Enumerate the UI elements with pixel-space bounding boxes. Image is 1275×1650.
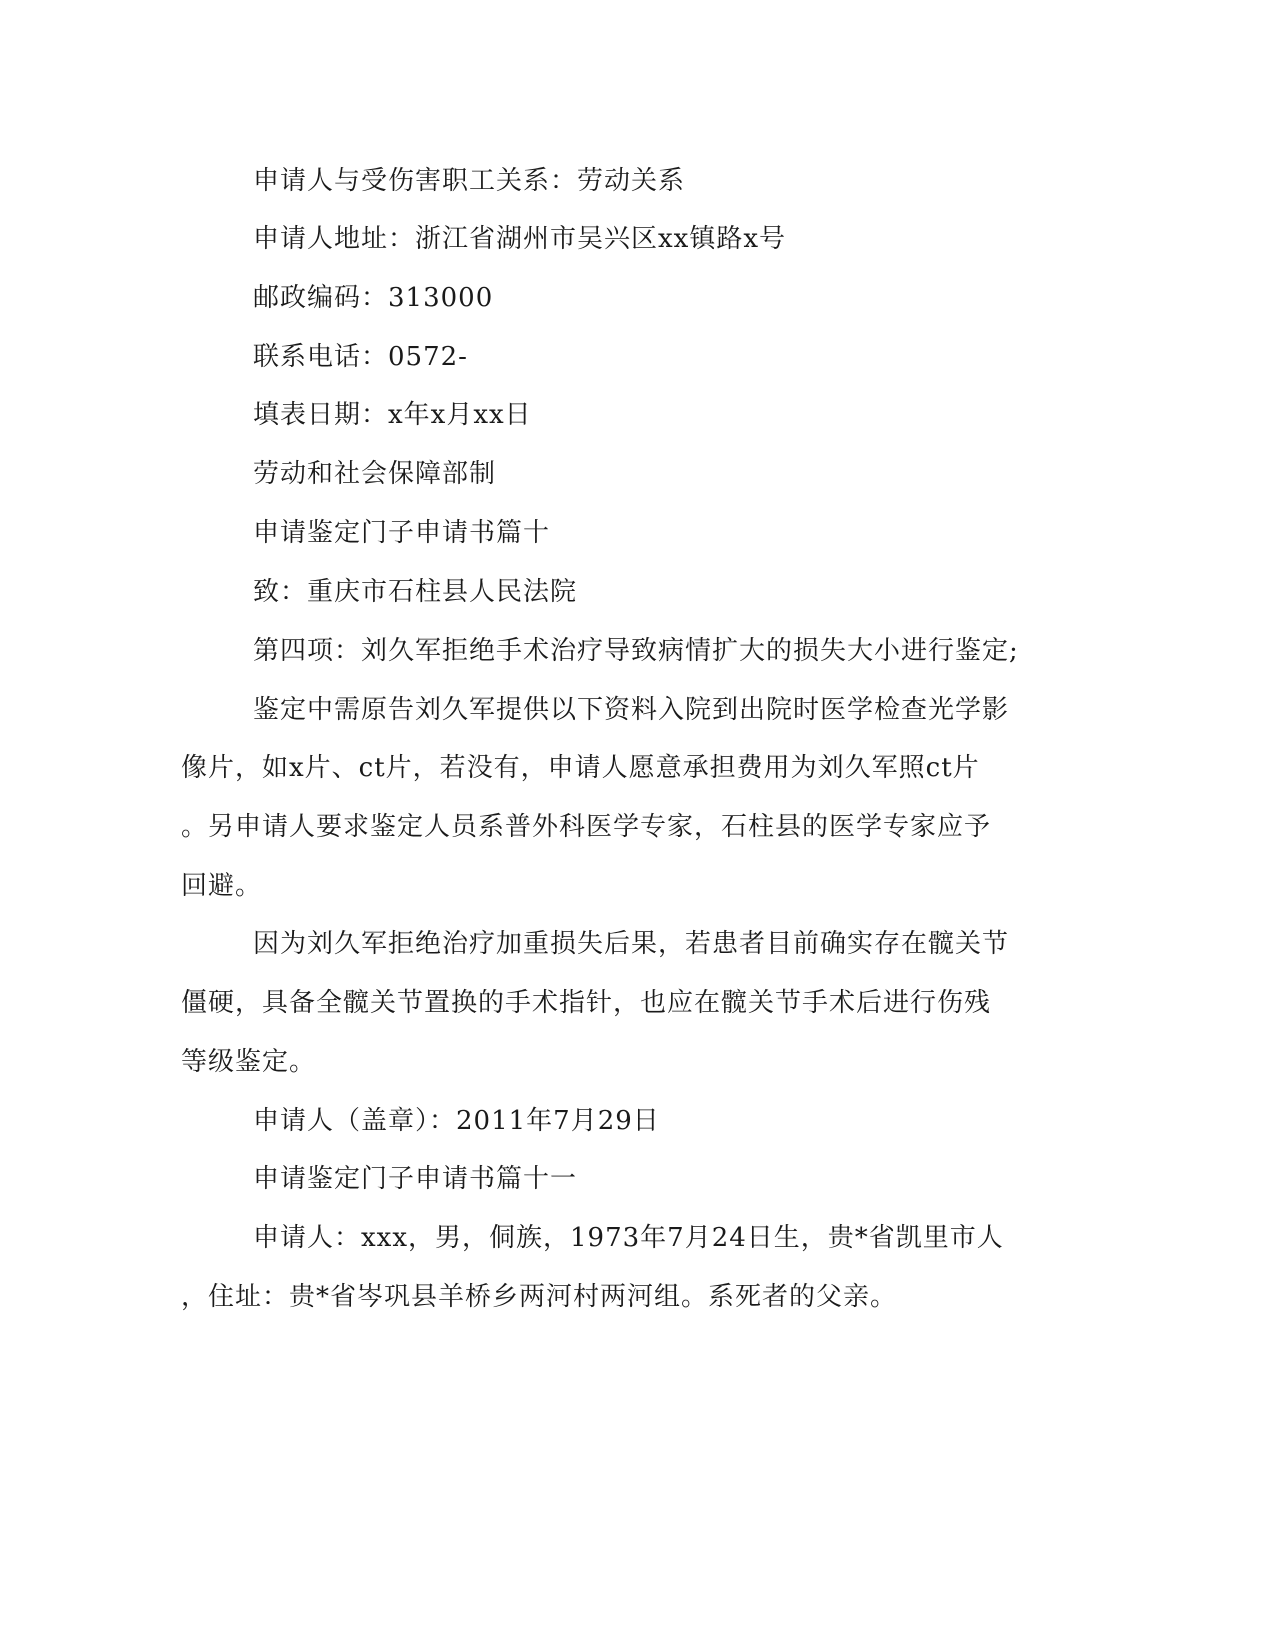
paragraph-line: 鉴定中需原告刘久军提供以下资料入院到出院时医学检查光学影 [253, 695, 1010, 725]
paragraph-line: 等级鉴定。 [181, 1047, 317, 1077]
section-heading-11: 申请鉴定门子申请书篇十一 [253, 1164, 578, 1194]
applicant-address-line: ，住址：贵*省岑巩县羊桥乡两河村两河组。系死者的父亲。 [181, 1282, 898, 1312]
paragraph-line: 回避。 [181, 871, 263, 901]
item-four-line: 第四项：刘久军拒绝手术治疗导致病情扩大的损失大小进行鉴定; [253, 636, 1019, 666]
applicant-address-line: 申请人地址：浙江省湖州市吴兴区xx镇路x号 [253, 224, 786, 254]
applicant-info-line: 申请人：xxx，男，侗族，1973年7月24日生，贵*省凯里市人 [253, 1223, 1004, 1253]
postal-code-line: 邮政编码：313000 [253, 283, 494, 313]
signature-date-line: 申请人（盖章）：2011年7月29日 [253, 1106, 660, 1136]
fill-date-line: 填表日期：x年x月xx日 [253, 400, 532, 430]
paragraph-line: 。另申请人要求鉴定人员系普外科医学专家，石柱县的医学专家应予 [181, 812, 992, 842]
recipient-line: 致：重庆市石柱县人民法院 [253, 577, 578, 607]
ministry-line: 劳动和社会保障部制 [253, 459, 497, 489]
paragraph-line: 因为刘久军拒绝治疗加重损失后果，若患者目前确实存在髋关节 [253, 929, 1010, 959]
paragraph-line: 像片，如x片、ct片，若没有，申请人愿意承担费用为刘久军照ct片 [181, 753, 980, 783]
section-heading-10: 申请鉴定门子申请书篇十 [253, 518, 551, 548]
applicant-relationship-line: 申请人与受伤害职工关系：劳动关系 [253, 166, 686, 196]
contact-phone-line: 联系电话：0572- [253, 342, 468, 372]
paragraph-line: 僵硬，具备全髋关节置换的手术指针，也应在髋关节手术后进行伤残 [181, 988, 992, 1018]
